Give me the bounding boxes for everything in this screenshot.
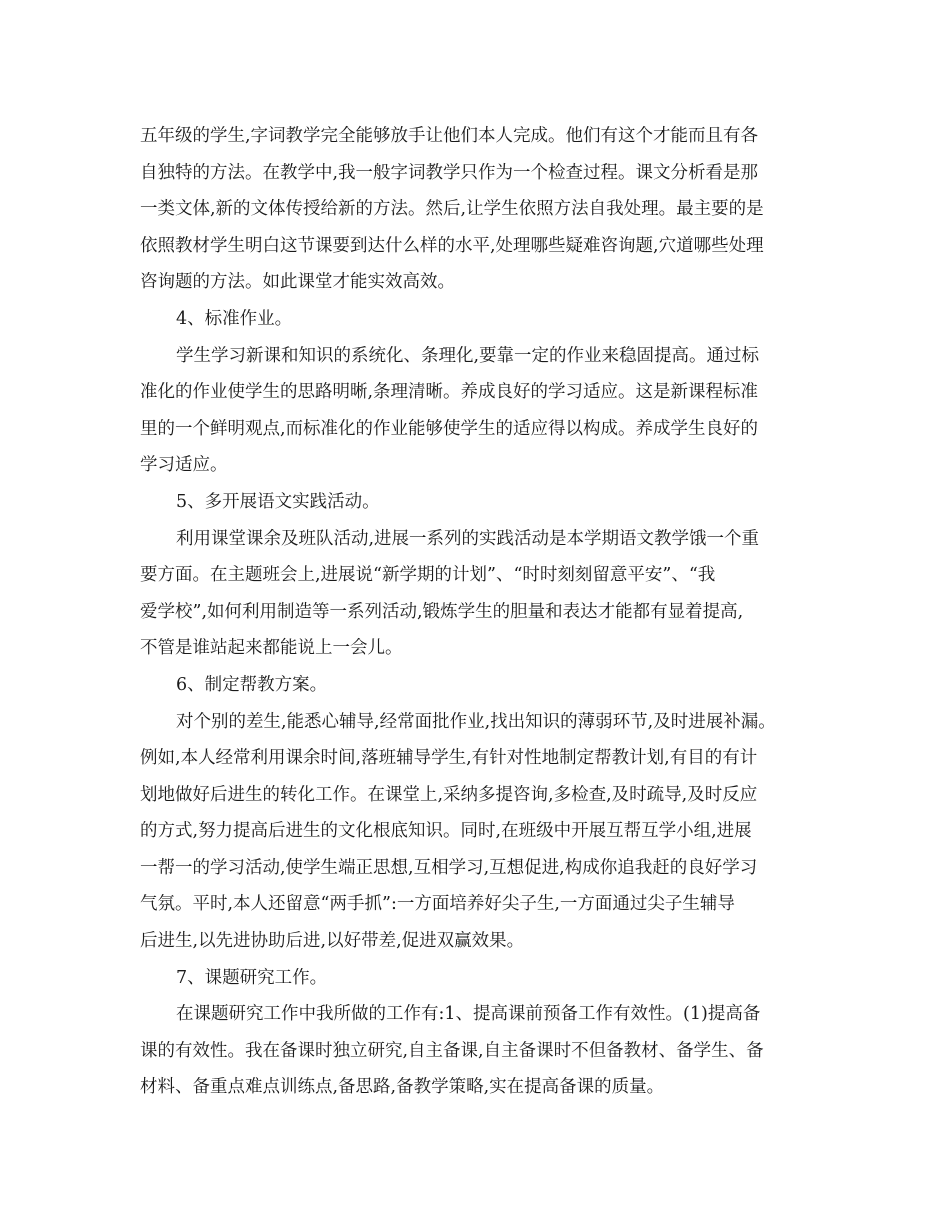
text-line: 课的有效性。我在备课时独立研究,自主备课,自主备课时不但备教材、备学生、备 — [140, 1040, 764, 1061]
text-line: 学习适应。 — [140, 455, 228, 476]
text-line: 的方式,努力提高后进生的文化根底知识。同时,在班级中开展互帮互学小组,进展 — [140, 821, 752, 842]
text-line: 不管是谁站起来都能说上一会儿。 — [140, 638, 403, 659]
text-line: 利用课堂课余及班队活动,进展一系列的实践活动是本学期语文教学饿一个重 — [176, 528, 760, 549]
text-line: 学生学习新课和知识的系统化、条理化,要靠一定的作业来稳固提高。通过标 — [176, 345, 760, 366]
text-line: 划地做好后进生的转化工作。在课堂上,采纳多提咨询,多检查,及时疏导,及时反应 — [140, 784, 758, 805]
text-line: 4、标准作业。 — [176, 308, 293, 329]
text-line: 7、课题研究工作。 — [176, 967, 328, 988]
text-line: 咨询题的方法。如此课堂才能实效高效。 — [140, 272, 455, 293]
text-line: 后进生,以先进协助后进,以好带差,促进双赢效果。 — [140, 931, 525, 952]
text-line: 在课题研究工作中我所做的工作有:1、提高课前预备工作有效性。(1)提高备 — [176, 1004, 761, 1025]
document-body — [140, 118, 830, 1106]
text-line: 气氛。平时,本人还留意“两手抓”:一方面培养好尖子生,一方面通过尖子生辅导 — [140, 894, 735, 915]
text-line: 依照教材学生明白这节课要到达什么样的水平,处理哪些疑难咨询题,穴道哪些处理 — [140, 235, 764, 256]
text-line: 五年级的学生,字词教学完全能够放手让他们本人完成。他们有这个才能而且有各 — [140, 126, 759, 146]
text-line: 对个别的差生,能悉心辅导,经常面批作业,找出知识的薄弱环节,及时进展补漏。 — [176, 711, 776, 732]
text-line: 里的一个鲜明观点,而标准化的作业能够使学生的适应得以构成。养成学生良好的 — [140, 418, 759, 439]
text-line: 准化的作业使学生的思路明晰,条理清晰。养成良好的学习适应。这是新课程标准 — [140, 382, 759, 403]
text-line: 爱学校”,如何利用制造等一系列活动,锻炼学生的胆量和表达才能都有显着提高, — [140, 601, 744, 622]
text-line: 5、多开展语文实践活动。 — [176, 491, 380, 512]
text-line: 一类文体,新的文体传授给新的方法。然后,让学生依照方法自我处理。最主要的是 — [140, 199, 764, 220]
text-line: 一帮一的学习活动,使学生端正思想,互相学习,互想促进,构成你追我赶的良好学习 — [140, 857, 758, 878]
text-line: 自独特的方法。在教学中,我一般字词教学只作为一个检查过程。课文分析看是那 — [140, 162, 759, 183]
text-line: 6、制定帮教方案。 — [176, 674, 328, 695]
text-line: 要方面。在主题班会上,进展说“新学期的计划”、“时时刻刻留意平安”、“我 — [140, 565, 716, 586]
text-line: 材料、备重点难点训练点,备思路,备教学策略,实在提高备课的质量。 — [140, 1077, 665, 1098]
text-line: 例如,本人经常利用课余时间,落班辅导学生,有针对性地制定帮教计划,有目的有计 — [140, 748, 758, 769]
